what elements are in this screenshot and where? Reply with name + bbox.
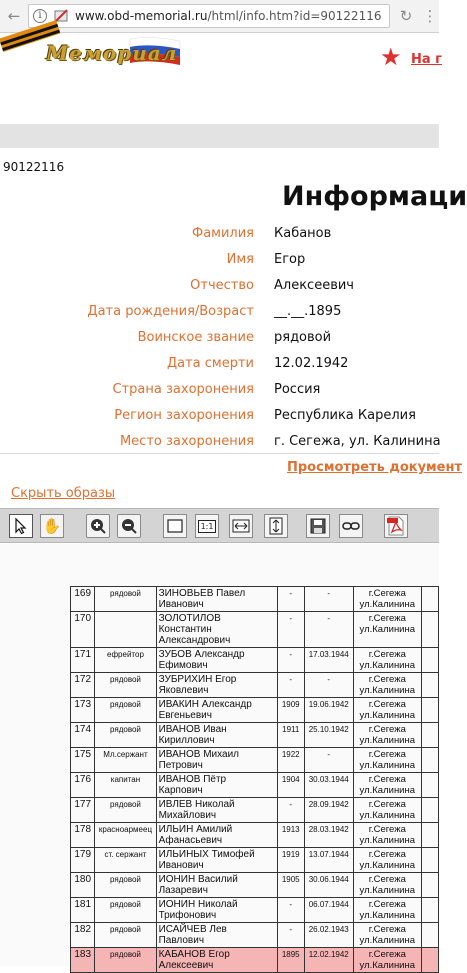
info-row-death-date xyxy=(0,352,439,378)
hand-icon: ✋ xyxy=(42,517,62,535)
info-row-surname xyxy=(0,222,439,248)
roster-rank: рядовой xyxy=(95,873,156,898)
roster-row xyxy=(71,587,439,612)
roster-num: 171 xyxy=(71,648,95,673)
roster-name: ИВАНОВ Пётр Карпович xyxy=(156,773,277,798)
nav-band xyxy=(0,124,439,148)
roster-rank: рядовой xyxy=(95,948,156,973)
info-row-rank xyxy=(0,326,439,352)
roster-burial-place: г.Сегежа ул.Калинина xyxy=(353,587,421,612)
roster-burial-place: г.Сегежа ул.Калинина xyxy=(353,798,421,823)
roster-birth-year: 1895 xyxy=(277,948,304,973)
roster-row xyxy=(71,612,439,648)
roster-name: ИВЛЕВ Николай Михайлович xyxy=(156,798,277,823)
roster-row xyxy=(71,723,439,748)
fit-width-button[interactable] xyxy=(229,514,253,538)
actual-size-icon: 1:1 xyxy=(198,520,217,533)
roster-burial-place: г.Сегежа ул.Калинина xyxy=(353,673,421,698)
red-star-icon: ★ xyxy=(380,43,402,71)
link-icon xyxy=(342,521,360,531)
info-value: г. Сегежа, ул. Калинина xyxy=(274,434,441,449)
info-icon[interactable]: i xyxy=(33,9,47,23)
roster-num: 178 xyxy=(71,823,95,848)
roster-row xyxy=(71,698,439,723)
info-label: Страна захоронения xyxy=(112,382,254,397)
roster-extra xyxy=(421,923,438,948)
fit-height-button[interactable] xyxy=(264,514,288,538)
info-row-birth-date xyxy=(0,300,439,326)
info-value: Егор xyxy=(274,252,306,267)
info-value: Кабанов xyxy=(274,226,332,241)
roster-extra xyxy=(421,773,438,798)
roster-rank: Мл.сержант xyxy=(95,748,156,773)
info-value: Россия xyxy=(274,382,321,397)
roster-name: ИОНИН Василий Лазаревич xyxy=(156,873,277,898)
roster-num: 170 xyxy=(71,612,95,648)
roster-burial-place: г.Сегежа ул.Калинина xyxy=(353,823,421,848)
roster-birth-year: - xyxy=(277,798,304,823)
roster-burial-place: г.Сегежа ул.Калинина xyxy=(353,748,421,773)
roster-birth-year: - xyxy=(277,648,304,673)
roster-num: 173 xyxy=(71,698,95,723)
zoom-out-icon xyxy=(121,518,137,534)
fit-page-icon xyxy=(167,519,183,533)
roster-name: ЗИНОВЬЕВ Павел Иванович xyxy=(156,587,277,612)
info-row-patronymic xyxy=(0,274,439,300)
roster-rank: рядовой xyxy=(95,798,156,823)
roster-death-date: - xyxy=(304,587,353,612)
overflow-menu-icon[interactable]: ⋮ xyxy=(422,7,438,25)
hide-images-link[interactable]: Скрыть образы xyxy=(11,486,116,501)
roster-rank: рядовой xyxy=(95,923,156,948)
roster-death-date: 25.10.1942 xyxy=(304,723,353,748)
roster-birth-year: 1922 xyxy=(277,748,304,773)
roster-extra xyxy=(421,648,438,673)
actual-size-button[interactable] xyxy=(195,514,219,538)
roster-num: 175 xyxy=(71,748,95,773)
roster-num: 180 xyxy=(71,873,95,898)
roster-death-date: 30.06.1944 xyxy=(304,873,353,898)
roster-rank: ефрейтор xyxy=(95,648,156,673)
roster-name: ИОНИН Николай Трифонович xyxy=(156,898,277,923)
roster-extra xyxy=(421,848,438,873)
roster-num: 183 xyxy=(71,948,95,973)
home-link[interactable]: На г xyxy=(411,52,442,67)
fit-page-button[interactable] xyxy=(163,514,187,538)
zoom-out-button[interactable] xyxy=(117,514,141,538)
roster-death-date: 13.07.1944 xyxy=(304,848,353,873)
roster-birth-year: 1905 xyxy=(277,873,304,898)
roster-extra xyxy=(421,698,438,723)
info-label: Воинское звание xyxy=(137,330,254,345)
roster-row xyxy=(71,848,439,873)
save-icon xyxy=(310,518,326,534)
roster-rank: рядовой xyxy=(95,698,156,723)
roster-name: ИЛЬИН Амилий Афанасьевич xyxy=(156,823,277,848)
roster-row xyxy=(71,673,439,698)
roster-burial-place: г.Сегежа ул.Калинина xyxy=(353,698,421,723)
roster-name: ЗУБРИХИН Егор Яковлевич xyxy=(156,673,277,698)
divider xyxy=(0,453,439,454)
roster-rank: капитан xyxy=(95,773,156,798)
roster-name: ИЛЬИНЫХ Тимофей Иванович xyxy=(156,848,277,873)
page-title: Информаци xyxy=(282,181,467,212)
roster-row xyxy=(71,798,439,823)
roster-name: ИВАНОВ Иван Кириллович xyxy=(156,723,277,748)
roster-birth-year: - xyxy=(277,673,304,698)
roster-num: 179 xyxy=(71,848,95,873)
roster-rank: рядовой xyxy=(95,898,156,923)
roster-burial-place: г.Сегежа ул.Калинина xyxy=(353,648,421,673)
save-button[interactable] xyxy=(306,514,330,538)
info-label: Фамилия xyxy=(192,226,254,241)
roster-birth-year: - xyxy=(277,898,304,923)
roster-row xyxy=(71,823,439,848)
pointer-tool-button[interactable] xyxy=(9,514,33,538)
info-label: Отчество xyxy=(190,278,254,293)
info-value: Алексеевич xyxy=(274,278,354,293)
view-documents-link[interactable]: Просмотреть документ xyxy=(287,460,463,475)
info-label: Дата рождения/Возраст xyxy=(87,304,254,319)
fit-width-icon xyxy=(232,519,250,533)
info-label: Место захоронения xyxy=(119,434,254,449)
browser-toolbar xyxy=(0,0,439,33)
scanned-document[interactable] xyxy=(0,544,439,971)
roster-death-date: - xyxy=(304,748,353,773)
record-id: 90122116 xyxy=(3,160,65,174)
roster-extra xyxy=(421,948,438,973)
roster-extra xyxy=(421,748,438,773)
roster-burial-place: г.Сегежа ул.Калинина xyxy=(353,923,421,948)
address-bar[interactable] xyxy=(28,4,390,28)
info-value: Республика Карелия xyxy=(274,408,416,423)
info-value: __.__.1895 xyxy=(274,304,342,319)
info-row-burial-country xyxy=(0,378,439,404)
info-row-burial-region xyxy=(0,404,439,430)
roster-death-date: 12.02.1942 xyxy=(304,948,353,973)
roster-death-date: 30.03.1944 xyxy=(304,773,353,798)
reload-icon[interactable]: ↻ xyxy=(399,7,413,25)
roster-burial-place: г.Сегежа ул.Калинина xyxy=(353,898,421,923)
roster-death-date: 17.03.1944 xyxy=(304,648,353,673)
zoom-in-icon xyxy=(90,518,106,534)
roster-birth-year: 1904 xyxy=(277,773,304,798)
roster-death-date: 19.06.1942 xyxy=(304,698,353,723)
roster-num: 177 xyxy=(71,798,95,823)
back-arrow-icon[interactable]: ← xyxy=(7,7,21,25)
roster-num: 182 xyxy=(71,923,95,948)
roster-extra xyxy=(421,723,438,748)
info-label: Имя xyxy=(226,252,254,267)
roster-row xyxy=(71,898,439,923)
roster-birth-year: - xyxy=(277,587,304,612)
roster-name: ИВАНОВ Михаил Петрович xyxy=(156,748,277,773)
roster-num: 174 xyxy=(71,723,95,748)
roster-death-date: 06.07.1944 xyxy=(304,898,353,923)
roster-name: ЗУБОВ Александр Ефимович xyxy=(156,648,277,673)
roster-birth-year: - xyxy=(277,923,304,948)
roster-birth-year: 1919 xyxy=(277,848,304,873)
roster-death-date: - xyxy=(304,673,353,698)
roster-rank: рядовой xyxy=(95,723,156,748)
roster-rank: рядовой xyxy=(95,587,156,612)
roster-num: 181 xyxy=(71,898,95,923)
roster-extra xyxy=(421,673,438,698)
link-button[interactable] xyxy=(339,514,363,538)
roster-num: 172 xyxy=(71,673,95,698)
roster-row xyxy=(71,873,439,898)
roster-name: КАБАНОВ Егор Алексеевич xyxy=(156,948,277,973)
roster-burial-place: г.Сегежа ул.Калинина xyxy=(353,773,421,798)
roster-extra xyxy=(421,823,438,848)
roster-num: 176 xyxy=(71,773,95,798)
roster-death-date: - xyxy=(304,612,353,648)
site-header xyxy=(0,33,442,85)
roster-burial-place: г.Сегежа ул.Калинина xyxy=(353,848,421,873)
roster-burial-place: г.Сегежа ул.Калинина xyxy=(353,723,421,748)
roster-name: ИСАЙЧЕВ Лев Павлович xyxy=(156,923,277,948)
info-label: Дата смерти xyxy=(166,356,254,371)
pdf-export-button[interactable] xyxy=(384,514,408,538)
info-label: Регион захоронения xyxy=(114,408,254,423)
pdf-icon xyxy=(387,516,405,536)
logo-text[interactable]: Мемориал xyxy=(46,41,178,65)
roster-birth-year: 1913 xyxy=(277,823,304,848)
url-text: www.obd-memorial.ru/html/info.htm?id=90122116 xyxy=(75,9,382,23)
roster-death-date: 28.03.1942 xyxy=(304,823,353,848)
burial-roster-table xyxy=(70,586,439,973)
roster-rank xyxy=(95,612,156,648)
roster-rank: красноармеец xyxy=(95,823,156,848)
roster-burial-place: г.Сегежа ул.Калинина xyxy=(353,612,421,648)
roster-birth-year: - xyxy=(277,612,304,648)
roster-name: ИВАКИН Александр Евгеньевич xyxy=(156,698,277,723)
roster-burial-place: г.Сегежа ул.Калинина xyxy=(353,948,421,973)
pointer-icon xyxy=(14,518,28,534)
roster-extra xyxy=(421,587,438,612)
info-row-first-name xyxy=(0,248,439,274)
roster-rank: ст. сержант xyxy=(95,848,156,873)
roster-extra xyxy=(421,873,438,898)
roster-row xyxy=(71,923,439,948)
document-viewer-toolbar xyxy=(0,508,439,543)
roster-rank: рядовой xyxy=(95,673,156,698)
roster-birth-year: 1909 xyxy=(277,698,304,723)
roster-row xyxy=(71,773,439,798)
roster-row xyxy=(71,748,439,773)
info-value: рядовой xyxy=(274,330,332,345)
roster-extra xyxy=(421,798,438,823)
roster-death-date: 28.09.1942 xyxy=(304,798,353,823)
roster-name: ЗОЛОТИЛОВ Константин Александрович xyxy=(156,612,277,648)
fit-height-icon xyxy=(269,517,283,535)
info-value: 12.02.1942 xyxy=(274,356,349,371)
hand-tool-button[interactable] xyxy=(40,514,64,538)
roster-extra xyxy=(421,612,438,648)
roster-extra xyxy=(421,898,438,923)
zoom-in-button[interactable] xyxy=(86,514,110,538)
roster-row xyxy=(71,648,439,673)
roster-birth-year: 1911 xyxy=(277,723,304,748)
roster-row xyxy=(71,948,439,973)
roster-burial-place: г.Сегежа ул.Калинина xyxy=(353,873,421,898)
roster-death-date: 26.02.1943 xyxy=(304,923,353,948)
roster-num: 169 xyxy=(71,587,95,612)
